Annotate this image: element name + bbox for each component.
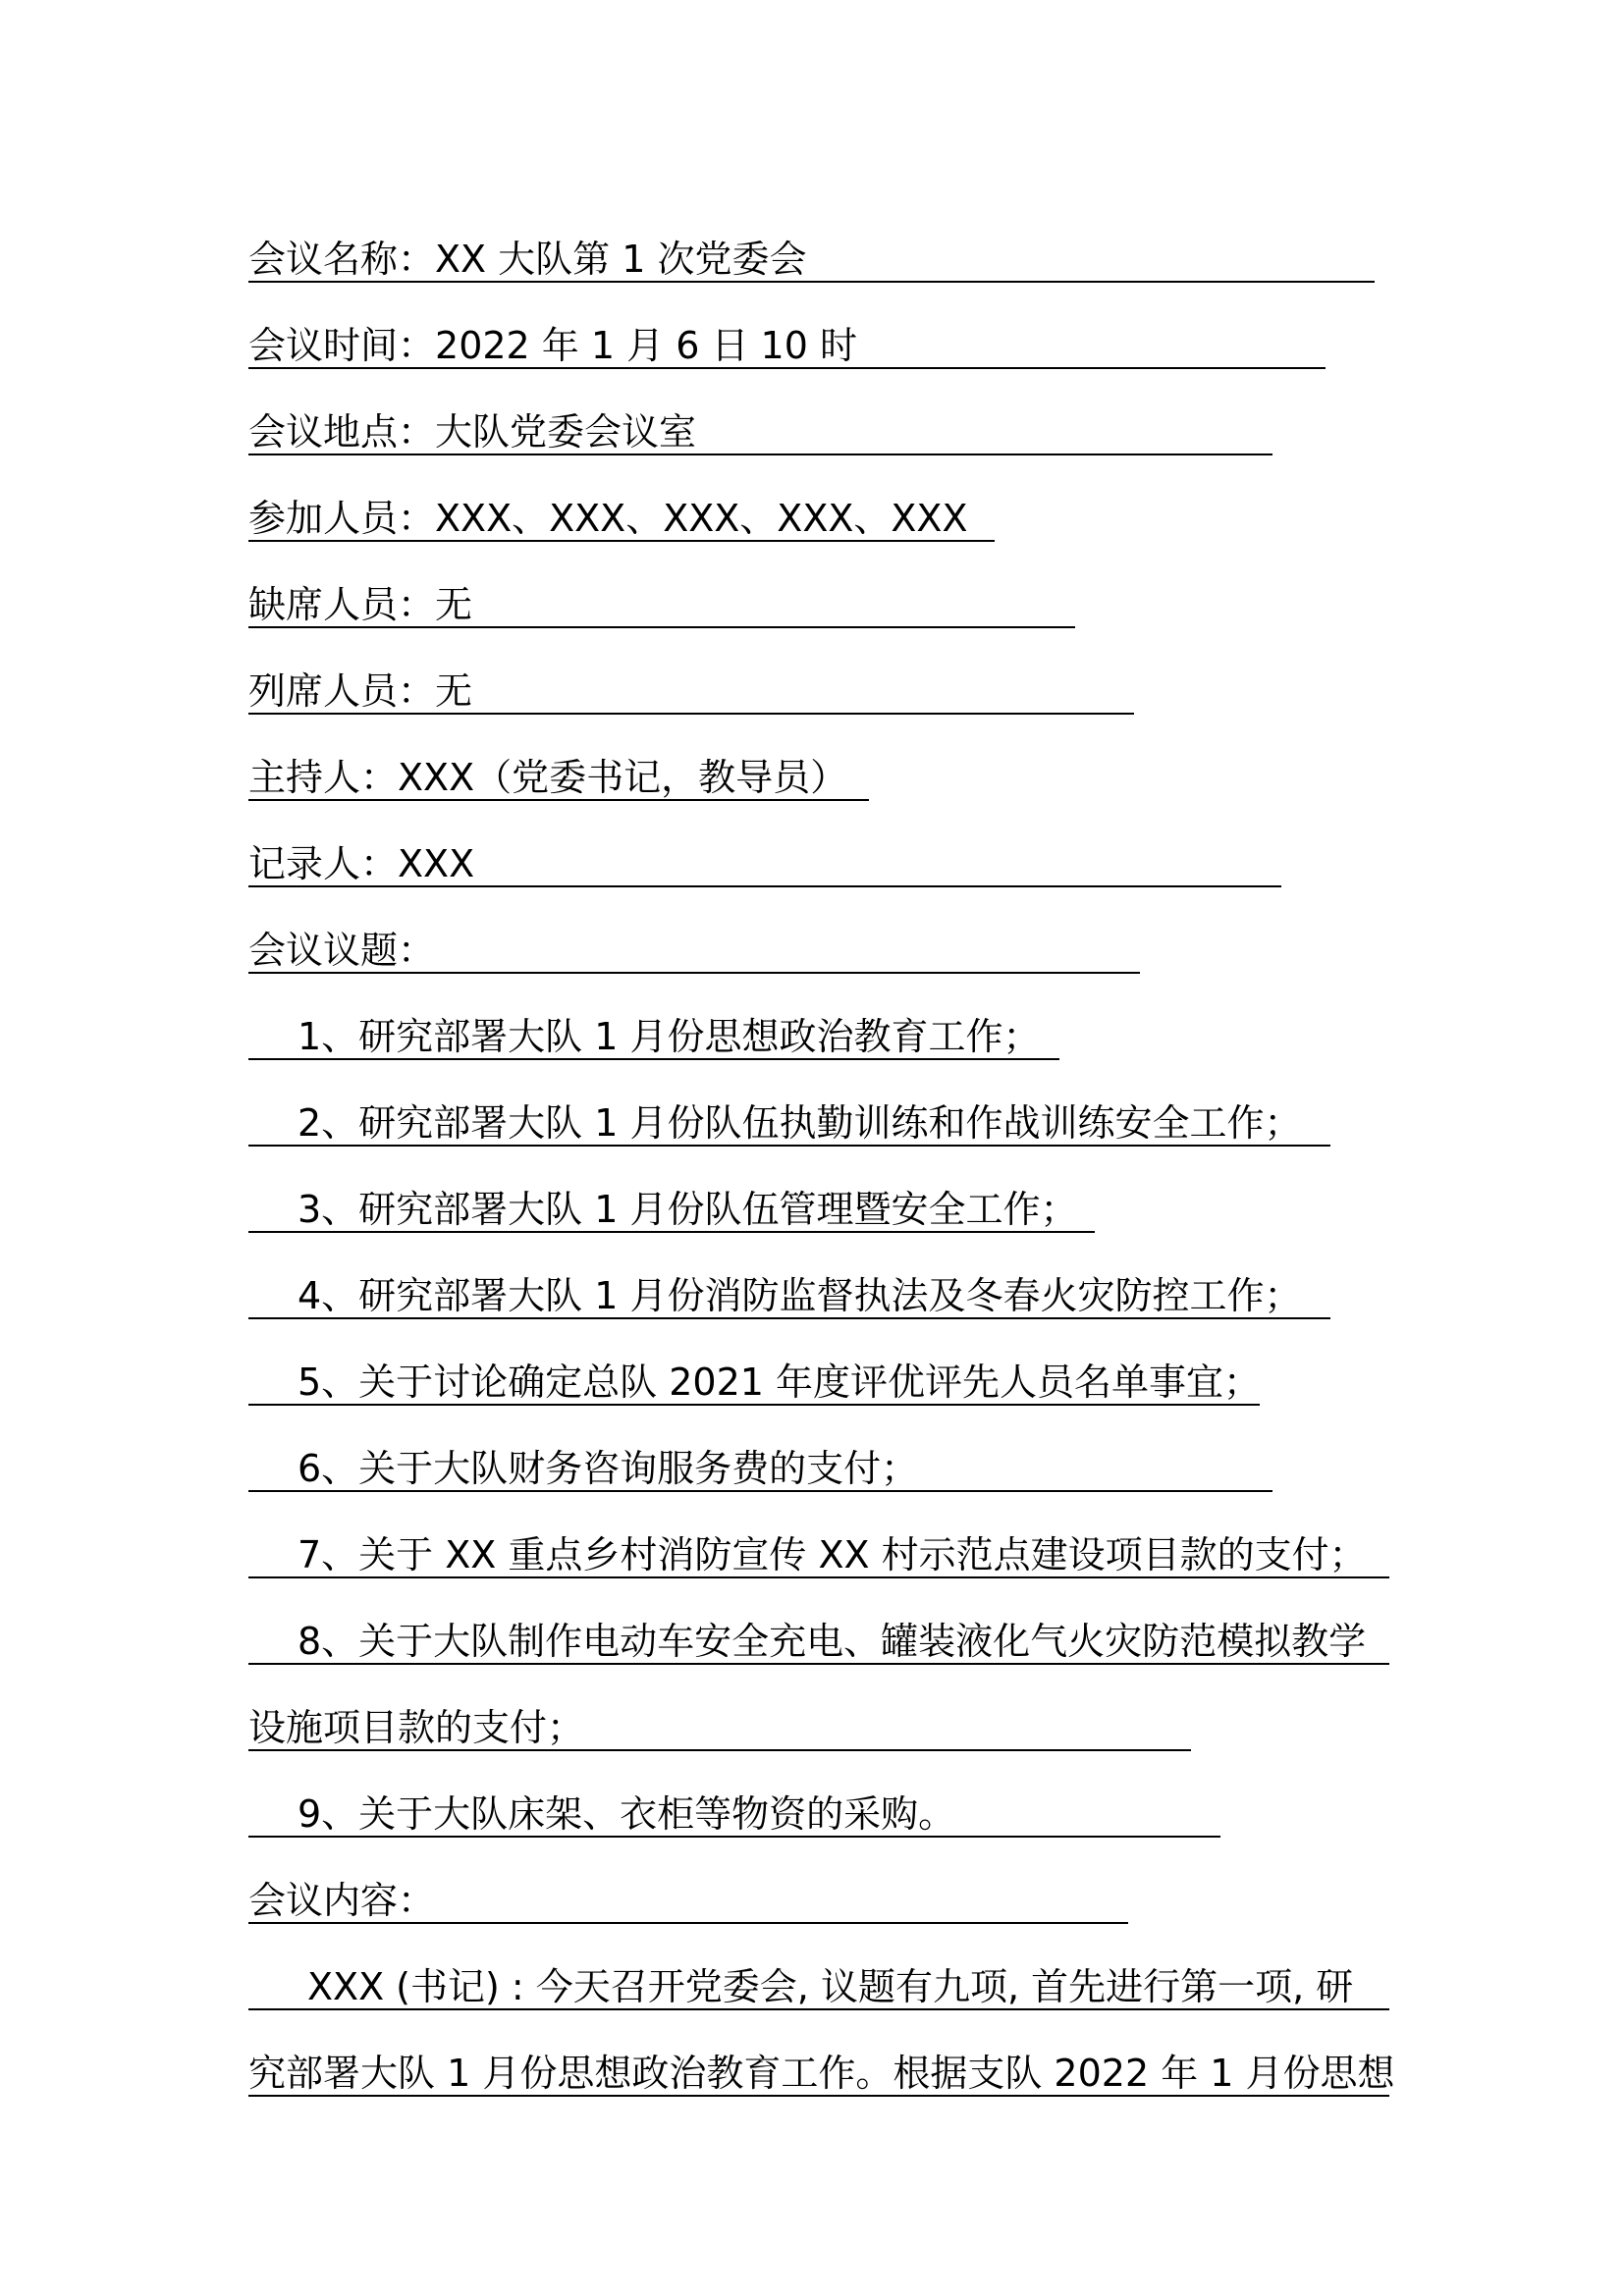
field-label: 缺席人员： xyxy=(248,583,436,626)
underline xyxy=(248,1490,1272,1492)
topic-item: 1、研究部署大队 1 月份思想政治教育工作； xyxy=(248,1011,1041,1062)
field-value: XXX（党委书记，教导员） xyxy=(398,756,848,799)
underline xyxy=(248,281,1375,283)
field-value: 大队党委会议室 xyxy=(435,410,697,454)
underline xyxy=(248,1836,1220,1838)
underline xyxy=(248,626,1075,628)
field-label: 记录人： xyxy=(248,842,399,885)
topic-item: 9、关于大队床架、衣柜等物资的采购。 xyxy=(248,1789,955,1840)
field-label: 主持人： xyxy=(248,756,399,799)
field-label: 会议名称： xyxy=(248,238,436,281)
field-value: XXX xyxy=(398,842,475,885)
underline xyxy=(248,1922,1128,1924)
field-value: XXX、XXX、XXX、XXX、XXX xyxy=(435,497,968,540)
underline xyxy=(248,367,1326,369)
field-label: 会议地点： xyxy=(248,410,436,454)
topic-item-continuation: 设施项目款的支付； xyxy=(248,1702,584,1753)
underline xyxy=(248,713,1134,715)
field-value: XX 大队第 1 次党委会 xyxy=(435,238,807,281)
content-paragraph-line: XXX (书记) : 今天召开党委会, 议题有九项, 首先进行第一项, 研 xyxy=(248,1961,1353,2012)
field-host xyxy=(248,752,847,803)
underline xyxy=(248,799,869,801)
field-meeting-place xyxy=(248,406,696,457)
field-meeting-name xyxy=(248,234,807,285)
content-heading: 会议内容： xyxy=(248,1875,435,1926)
underline xyxy=(248,1058,1059,1060)
underline xyxy=(248,1145,1330,1147)
topic-item: 7、关于 XX 重点乡村消防宣传 XX 村示范点建设项目款的支付； xyxy=(248,1529,1367,1580)
field-recorder xyxy=(248,838,474,889)
topic-item: 5、关于讨论确定总队 2021 年度评优评先人员名单事宜； xyxy=(248,1357,1261,1408)
underline xyxy=(248,2008,1389,2010)
underline xyxy=(248,540,995,542)
topic-item: 8、关于大队制作电动车安全充电、罐装液化气火灾防范模拟教学 xyxy=(248,1616,1366,1667)
field-attendees xyxy=(248,493,968,544)
topic-item: 6、关于大队财务咨询服务费的支付； xyxy=(248,1443,918,1494)
underline xyxy=(248,972,1140,974)
underline xyxy=(248,1576,1389,1578)
underline xyxy=(248,1663,1389,1665)
field-label: 会议时间： xyxy=(248,324,436,367)
field-absent xyxy=(248,579,472,630)
field-label: 参加人员： xyxy=(248,497,436,540)
underline xyxy=(248,2095,1389,2097)
underline xyxy=(248,885,1281,887)
content-paragraph-line: 究部署大队 1 月份思想政治教育工作。根据支队 2022 年 1 月份思想 xyxy=(248,2052,1395,2095)
field-value: 无 xyxy=(435,669,473,713)
field-meeting-time xyxy=(248,320,857,371)
topic-item: 4、研究部署大队 1 月份消防监督执法及冬春火灾防控工作； xyxy=(248,1270,1302,1321)
field-value: 无 xyxy=(435,583,473,626)
topic-item: 3、研究部署大队 1 月份队伍管理暨安全工作； xyxy=(248,1184,1078,1235)
field-label: 列席人员： xyxy=(248,669,436,713)
underline xyxy=(248,454,1272,455)
underline xyxy=(248,1404,1260,1406)
underline xyxy=(248,1317,1330,1319)
underline xyxy=(248,1231,1095,1233)
topics-heading: 会议议题： xyxy=(248,925,435,976)
underline xyxy=(248,1749,1191,1751)
field-observers xyxy=(248,666,472,717)
topic-item: 2、研究部署大队 1 月份队伍执勤训练和作战训练安全工作； xyxy=(248,1097,1302,1148)
field-value: 2022 年 1 月 6 日 10 时 xyxy=(435,324,857,367)
